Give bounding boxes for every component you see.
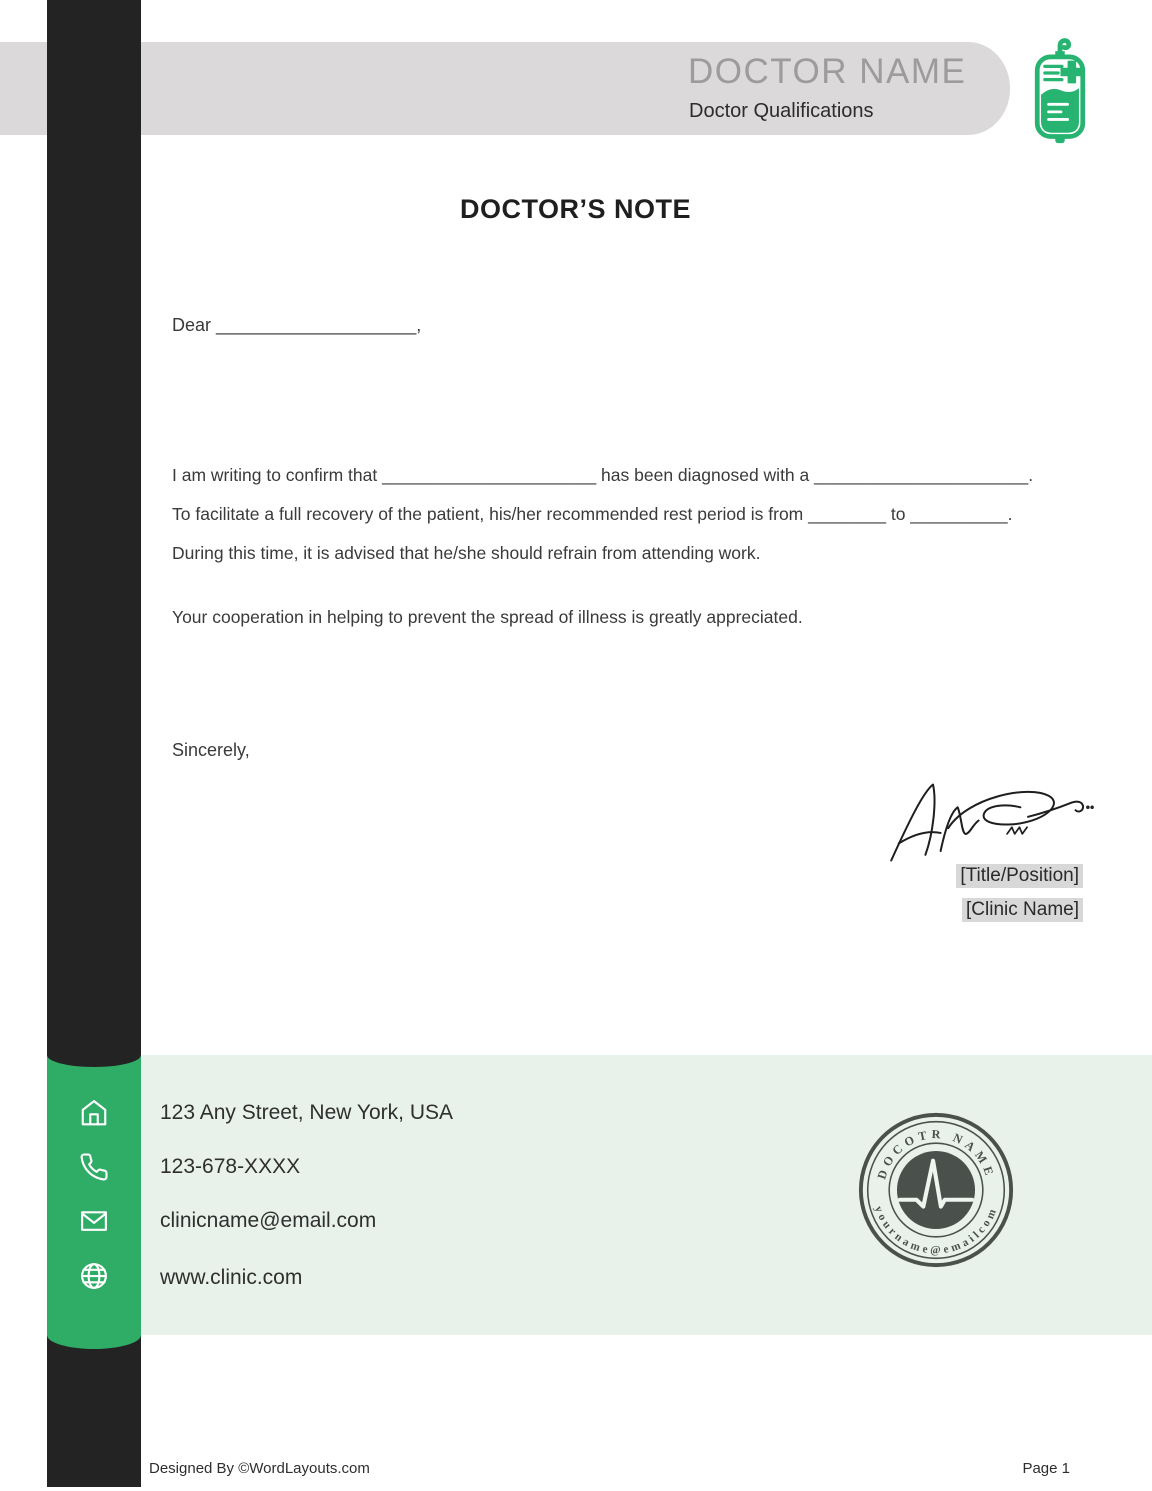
doctor-qualifications: Doctor Qualifications [689,100,874,122]
home-icon [79,1098,109,1128]
contact-website: www.clinic.com [160,1266,303,1289]
body-line: I am writing to confirm that ______________________ has been diagnosed with a ______________________. [172,465,1034,485]
signature-block [956,864,1083,922]
stamp-bottom-text: yourname@emailcom [872,1204,1000,1257]
page-number: Page 1 [1022,1460,1070,1477]
clinic-name-placeholder[interactable]: [Clinic Name] [962,898,1083,922]
doctor-name: DOCTOR NAME [688,52,967,91]
closing-line: Sincerely, [172,740,250,760]
letter-body [172,456,1033,573]
cooperation-line: Your cooperation in helping to prevent the spread of illness is greatly appreciated. [172,607,803,627]
phone-icon [79,1152,109,1182]
contact-email: clinicname@email.com [160,1209,377,1232]
body-line: During this time, it is advised that he/she should refrain from attending work. [172,543,761,563]
contact-phone: 123-678-XXXX [160,1155,301,1178]
stamp-top-text: DOCOTR NAME [874,1127,998,1181]
salutation-line: Dear ____________________, [172,315,422,335]
iv-drip-bag-icon [1028,36,1092,146]
globe-icon [79,1261,109,1291]
body-line: To facilitate a full recovery of the patient, his/her recommended rest period is from ________ to __________. [172,504,1013,524]
clinic-stamp [856,1110,1016,1270]
contact-address: 123 Any Street, New York, USA [160,1101,453,1124]
page-title: DOCTOR’S NOTE [459,194,692,224]
mail-icon [79,1206,109,1236]
title-position-placeholder[interactable]: [Title/Position] [956,864,1083,888]
designer-credit: Designed By ©WordLayouts.com [149,1460,370,1477]
sidebar-strip-curve [47,1040,141,1067]
signature-image [885,775,1095,870]
